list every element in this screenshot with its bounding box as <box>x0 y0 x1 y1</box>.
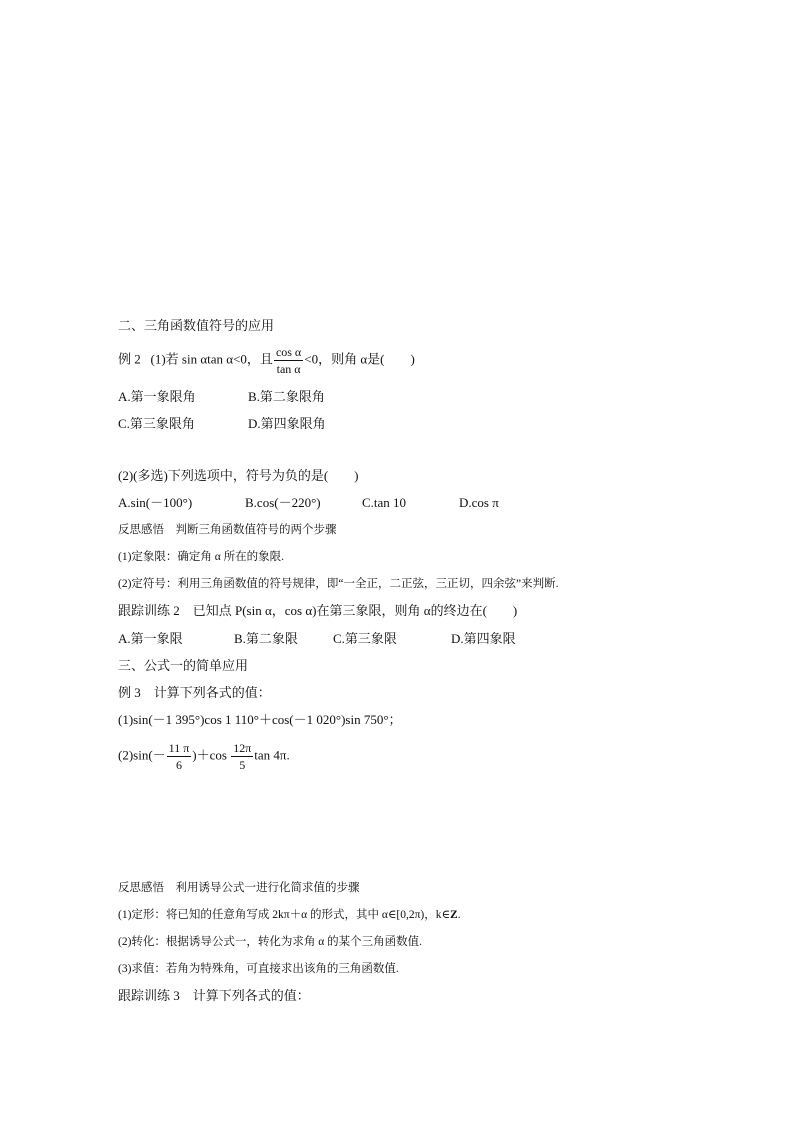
section-heading-2: 二、三角函数值符号的应用 <box>118 318 275 333</box>
example-2-question-1 <box>118 346 415 375</box>
question-2-prefix: (2)sin(－ <box>118 747 166 763</box>
fraction-numerator: cos α <box>275 345 302 359</box>
example-2-option-c: C.第三象限角 <box>118 416 195 431</box>
reflection-step-2: (2)定符号：利用三角函数值的符号规律，即“一全正，二正弦，三正切，四余弦”来判断. <box>118 578 559 590</box>
question-1-prefix: (1)若 sin αtan α<0，且 <box>150 351 273 367</box>
eleven-pi-over-six-fraction <box>167 742 192 771</box>
example-2-question-2: (2)(多选)下列选项中，符号为负的是( ) <box>118 468 359 483</box>
question-1-suffix: <0，则角 α是( ) <box>304 351 415 367</box>
fraction-denominator: 5 <box>231 756 253 771</box>
fraction-numerator: 12π <box>233 741 252 755</box>
training-3-stem: 跟踪训练 3 计算下列各式的值： <box>118 988 310 1003</box>
training-2-stem: 跟踪训练 2 已知点 P(sin α，cos α)在第三象限，则角 α的终边在( ) <box>118 603 518 618</box>
question-2-option-b: B.cos(－220°) <box>245 495 321 510</box>
training-2-option-b: B.第二象限 <box>234 631 298 646</box>
example-2-option-b: B.第二象限角 <box>248 389 325 404</box>
fraction-numerator: 11 π <box>168 741 190 755</box>
example-2-option-a: A.第一象限角 <box>118 389 196 404</box>
training-2-option-a: A.第一象限 <box>118 631 183 646</box>
reflection-3-step-2: (2)转化：根据诱导公式一，转化为求角 α 的某个三角函数值. <box>118 936 423 948</box>
question-2-suffix: tan 4π. <box>254 747 290 763</box>
fraction-denominator: 6 <box>167 756 192 771</box>
reflection-3-step-3: (3)求值：若角为特殊角，可直接求出该角的三角函数值. <box>118 963 399 975</box>
reflection-title-2: 反思感悟 判断三角函数值符号的两个步骤 <box>118 524 337 536</box>
cos-over-tan-fraction <box>274 346 303 375</box>
fraction-denominator: tan α <box>274 360 303 375</box>
example-3-question-2 <box>118 742 290 771</box>
training-2-option-d: D.第四象限 <box>451 631 516 646</box>
step-1-text: (1)定形：将已知的任意角写成 2kπ＋α 的形式，其中 α∈[0,2π)，k∈ <box>118 909 451 921</box>
example-2-label: 例 2 <box>118 351 141 367</box>
integer-set-symbol: Z <box>450 909 458 921</box>
question-2-option-d: D.cos π <box>459 495 499 510</box>
reflection-3-step-1 <box>118 906 461 924</box>
question-2-option-a: A.sin(－100°) <box>118 495 193 510</box>
example-3-label: 例 3 计算下列各式的值： <box>118 685 271 700</box>
training-2-option-c: C.第三象限 <box>333 631 397 646</box>
example-2-option-d: D.第四象限角 <box>248 416 326 431</box>
example-3-question-1: (1)sin(－1 395°)cos 1 110°＋cos(－1 020°)sin 750°； <box>118 712 402 727</box>
question-2-middle: )＋cos <box>192 747 227 763</box>
reflection-step-1: (1)定象限：确定角 α 所在的象限. <box>118 551 285 563</box>
section-heading-3: 三、公式一的简单应用 <box>118 658 249 673</box>
reflection-title-3: 反思感悟 利用诱导公式一进行化简求值的步骤 <box>118 882 360 894</box>
twelve-pi-over-five-fraction <box>231 742 253 771</box>
step-1-period: . <box>457 909 461 921</box>
question-2-option-c: C.tan 10 <box>362 495 407 510</box>
